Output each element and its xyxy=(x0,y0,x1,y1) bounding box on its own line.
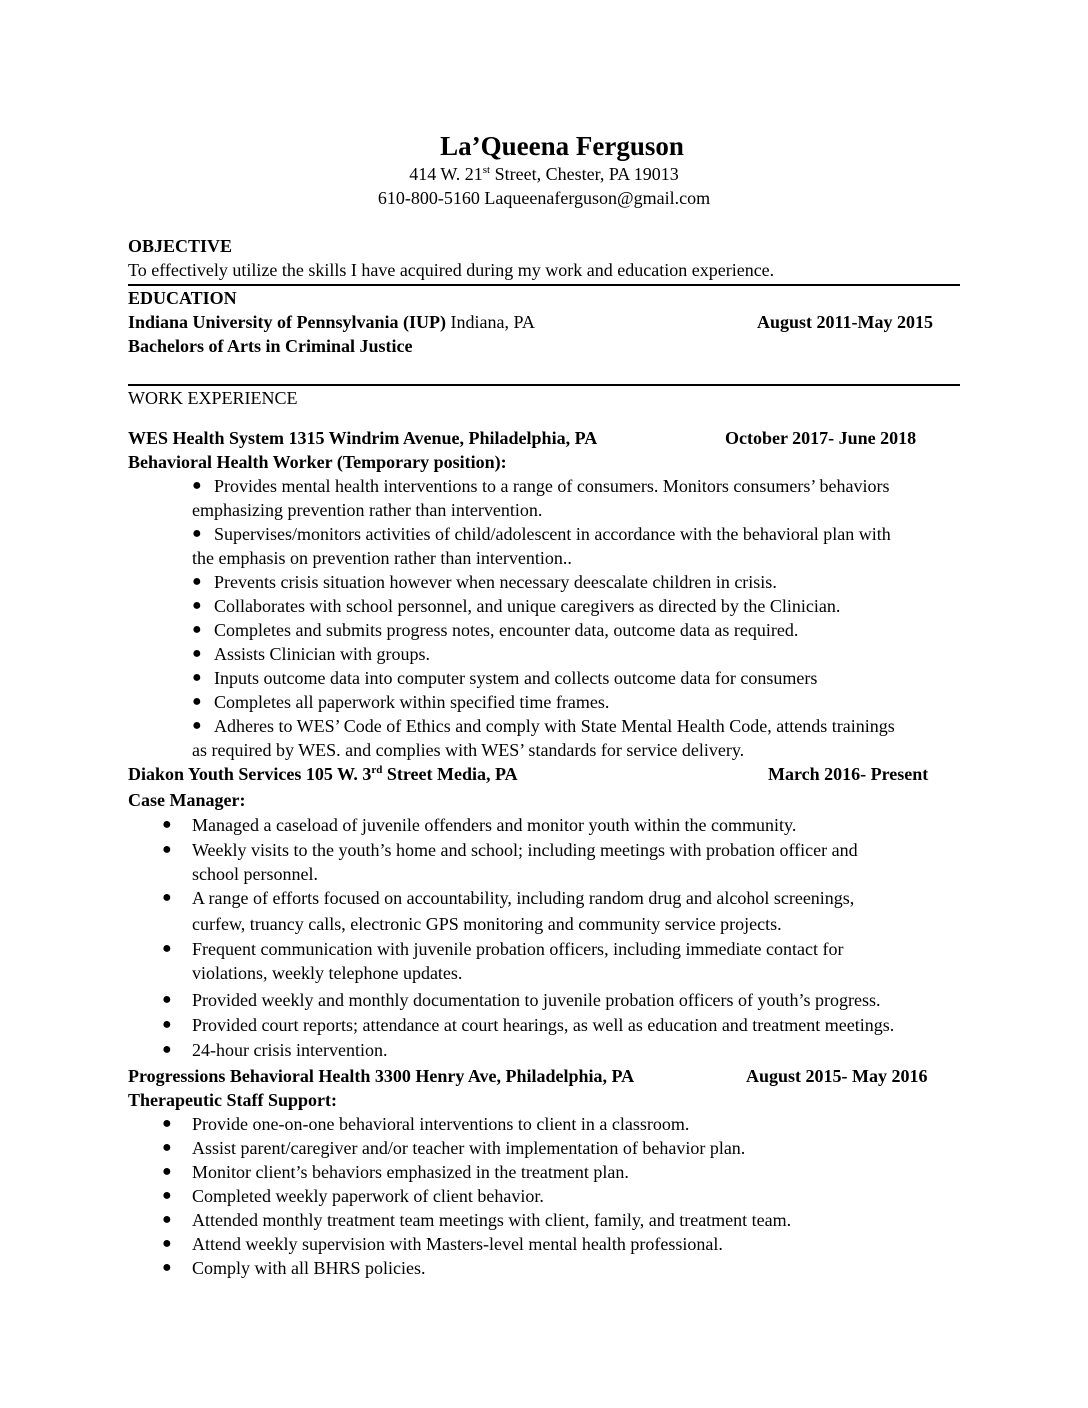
contact-line: 610-800-5160 Laqueenaferguson@gmail.com xyxy=(377,188,711,208)
job1-dates: October 2017- June 2018 xyxy=(725,428,917,448)
list-item: A range of efforts focused on accountability, including random drug and alcohol screenings, xyxy=(192,888,855,908)
list-item: Completed weekly paperwork of client behavior. xyxy=(192,1186,544,1206)
list-item: Monitor client’s behaviors emphasized in the treatment plan. xyxy=(192,1162,629,1182)
list-item: Adheres to WES’ Code of Ethics and comply with State Mental Health Code, attends trainings xyxy=(214,716,895,736)
list-item: Provide one-on-one behavioral interventions to client in a classroom. xyxy=(192,1114,690,1134)
job2-employer: Diakon Youth Services 105 W. 3rd Street Media, PA xyxy=(128,764,518,784)
bullet-icon: ● xyxy=(162,1235,172,1252)
list-item: Weekly visits to the youth’s home and school; including meetings with probation officer and xyxy=(192,840,858,860)
list-item: Comply with all BHRS policies. xyxy=(192,1258,426,1278)
work-heading: WORK EXPERIENCE xyxy=(128,388,298,408)
job1-employer: WES Health System 1315 Windrim Avenue, Philadelphia, PA xyxy=(128,428,598,448)
list-item: Prevents crisis situation however when necessary deescalate children in crisis. xyxy=(214,572,777,592)
bullet-icon: ● xyxy=(192,717,202,734)
bullet-icon: ● xyxy=(162,1187,172,1204)
list-item: Attend weekly supervision with Masters-level mental health professional. xyxy=(192,1234,723,1254)
bullet-icon: ● xyxy=(162,1163,172,1180)
objective-text: To effectively utilize the skills I have acquired during my work and education experience. xyxy=(128,260,775,280)
section-divider xyxy=(128,284,960,286)
list-item: the emphasis on prevention rather than intervention.. xyxy=(192,548,572,568)
list-item: 24-hour crisis intervention. xyxy=(192,1040,388,1060)
job3-employer: Progressions Behavioral Health 3300 Henry Ave, Philadelphia, PA xyxy=(128,1066,635,1086)
bullet-icon: ● xyxy=(162,1259,172,1276)
list-item: Completes all paperwork within specified time frames. xyxy=(214,692,610,712)
list-item: Completes and submits progress notes, encounter data, outcome data as required. xyxy=(214,620,799,640)
list-item: school personnel. xyxy=(192,864,318,884)
bullet-icon: ● xyxy=(192,693,202,710)
bullet-icon: ● xyxy=(162,1115,172,1132)
list-item: violations, weekly telephone updates. xyxy=(192,963,463,983)
list-item: Provided weekly and monthly documentation to juvenile probation officers of youth’s progress. xyxy=(192,990,881,1010)
bullet-icon: ● xyxy=(192,477,202,494)
bullet-icon: ● xyxy=(192,669,202,686)
list-item: Assists Clinician with groups. xyxy=(214,644,431,664)
bullet-icon: ● xyxy=(192,525,202,542)
list-item: Assist parent/caregiver and/or teacher with implementation of behavior plan. xyxy=(192,1138,746,1158)
bullet-icon: ● xyxy=(162,991,172,1008)
education-school-line: Indiana University of Pennsylvania (IUP) Indiana, PA xyxy=(128,312,535,332)
list-item: Managed a caseload of juvenile offenders and monitor youth within the community. xyxy=(192,815,797,835)
bullet-icon: ● xyxy=(162,1041,172,1058)
bullet-icon: ● xyxy=(162,940,172,957)
objective-heading: OBJECTIVE xyxy=(128,236,233,256)
job2-dates: March 2016- Present xyxy=(768,764,929,784)
bullet-icon: ● xyxy=(192,597,202,614)
bullet-icon: ● xyxy=(162,1211,172,1228)
list-item: Supervises/monitors activities of child/adolescent in accordance with the behavioral plan with xyxy=(214,524,891,544)
bullet-icon: ● xyxy=(162,816,172,833)
bullet-icon: ● xyxy=(192,573,202,590)
bullet-icon: ● xyxy=(192,621,202,638)
list-item: Provided court reports; attendance at court hearings, as well as education and treatment meetings. xyxy=(192,1015,895,1035)
list-item: Provides mental health interventions to a range of consumers. Monitors consumers’ behaviors xyxy=(214,476,890,496)
job1-title: Behavioral Health Worker (Temporary position): xyxy=(128,452,507,472)
list-item: emphasizing prevention rather than intervention. xyxy=(192,500,543,520)
bullet-icon: ● xyxy=(192,645,202,662)
education-dates: August 2011-May 2015 xyxy=(757,312,934,332)
bullet-icon: ● xyxy=(162,1016,172,1033)
bullet-icon: ● xyxy=(162,889,172,906)
candidate-name: La’Queena Ferguson xyxy=(440,131,684,161)
list-item: Attended monthly treatment team meetings with client, family, and treatment team. xyxy=(192,1210,792,1230)
education-degree: Bachelors of Arts in Criminal Justice xyxy=(128,336,413,356)
bullet-icon: ● xyxy=(162,841,172,858)
list-item: Collaborates with school personnel, and unique caregivers as directed by the Clinician. xyxy=(214,596,841,616)
list-item: Inputs outcome data into computer system and collects outcome data for consumers xyxy=(214,668,818,688)
job2-title: Case Manager: xyxy=(128,790,246,810)
job3-title: Therapeutic Staff Support: xyxy=(128,1090,338,1110)
list-item: curfew, truancy calls, electronic GPS monitoring and community service projects. xyxy=(192,914,782,934)
education-heading: EDUCATION xyxy=(128,288,237,308)
address: 414 W. 21st Street, Chester, PA 19013 xyxy=(409,164,679,184)
list-item: Frequent communication with juvenile probation officers, including immediate contact for xyxy=(192,939,844,959)
list-item: as required by WES. and complies with WES’ standards for service delivery. xyxy=(192,740,745,760)
bullet-icon: ● xyxy=(162,1139,172,1156)
job3-dates: August 2015- May 2016 xyxy=(746,1066,928,1086)
